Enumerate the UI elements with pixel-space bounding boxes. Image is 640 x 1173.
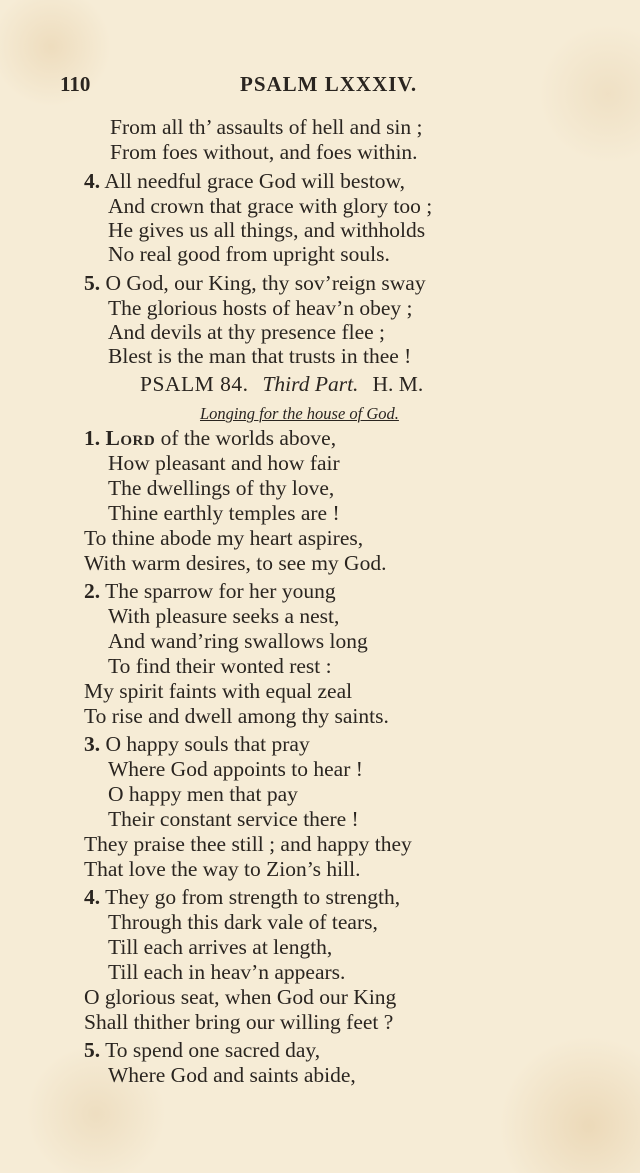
verse-line: With pleasure seeks a nest, bbox=[108, 604, 340, 628]
verse-line: Their constant service there ! bbox=[108, 807, 359, 831]
verse-line: The glorious hosts of heav’n obey ; bbox=[108, 296, 413, 320]
page-number: 110 bbox=[60, 72, 91, 96]
small-caps-word: Lord bbox=[105, 426, 156, 450]
verse-line: That love the way to Zion’s hill. bbox=[84, 857, 361, 881]
verse-text: of the worlds above, bbox=[155, 426, 337, 450]
verse-line: Where God and saints abide, bbox=[108, 1063, 356, 1087]
stanza-number: 3. bbox=[84, 732, 101, 756]
stanza-line bbox=[84, 169, 405, 194]
verse-text: To spend one sacred day, bbox=[105, 1038, 321, 1062]
running-head: PSALM LXXXIV. bbox=[240, 72, 418, 96]
verse-text: O happy souls that pray bbox=[105, 732, 310, 756]
stanza-number: 2. bbox=[84, 579, 101, 603]
verse-text: O God, our King, thy sov’reign sway bbox=[105, 271, 426, 295]
verse-line: To rise and dwell among thy saints. bbox=[84, 704, 389, 728]
verse-line: From foes without, and foes within. bbox=[110, 140, 418, 164]
verse-line: O happy men that pay bbox=[108, 782, 298, 806]
verse-text: They go from strength to strength, bbox=[105, 885, 401, 909]
verse-line: No real good from upright souls. bbox=[108, 242, 390, 266]
verse-line: O glorious seat, when God our King bbox=[84, 985, 397, 1009]
verse-line: He gives us all things, and withholds bbox=[108, 218, 426, 242]
verse-line: Till each arrives at length, bbox=[108, 935, 333, 959]
verse-line: Thine earthly temples are ! bbox=[108, 501, 340, 525]
stanza-line bbox=[84, 885, 400, 910]
verse-line: Shall thither bring our willing feet ? bbox=[84, 1010, 394, 1034]
psalm-meter: H. M. bbox=[372, 372, 424, 396]
verse-line: Through this dark vale of tears, bbox=[108, 910, 378, 934]
stanza-line bbox=[84, 426, 336, 451]
psalm-part: Third Part. bbox=[262, 372, 359, 396]
verse-line: To find their wonted rest : bbox=[108, 654, 332, 678]
psalm-heading bbox=[140, 372, 423, 397]
verse-line: They praise thee still ; and happy they bbox=[84, 832, 412, 856]
verse-line: My spirit faints with equal zeal bbox=[84, 679, 353, 703]
page-header bbox=[60, 72, 550, 102]
verse-line: And wand’ring swallows long bbox=[108, 629, 368, 653]
verse-line: From all th’ assaults of hell and sin ; bbox=[110, 115, 423, 139]
stanza-number: 1. bbox=[84, 426, 101, 450]
stanza-number: 5. bbox=[84, 1038, 101, 1062]
verse-line: And crown that grace with glory too ; bbox=[108, 194, 433, 218]
stanza-line bbox=[84, 1038, 320, 1063]
verse-line: Blest is the man that trusts in thee ! bbox=[108, 344, 412, 368]
stanza-line bbox=[84, 732, 310, 757]
verse-line: Till each in heav’n appears. bbox=[108, 960, 346, 984]
stanza-number: 4. bbox=[84, 885, 101, 909]
verse-text: The sparrow for her young bbox=[105, 579, 336, 603]
verse-line: With warm desires, to see my God. bbox=[84, 551, 387, 575]
verse-text: All needful grace God will bestow, bbox=[104, 169, 406, 193]
verse-line: How pleasant and how fair bbox=[108, 451, 340, 475]
stanza-line bbox=[84, 579, 336, 604]
verse-line: The dwellings of thy love, bbox=[108, 476, 335, 500]
psalm-subtitle: Longing for the house of God. bbox=[200, 404, 399, 423]
stanza-number: 4. bbox=[84, 169, 101, 193]
psalm-title: PSALM 84. bbox=[140, 372, 249, 396]
verse-line: And devils at thy presence flee ; bbox=[108, 320, 386, 344]
verse-line: Where God appoints to hear ! bbox=[108, 757, 363, 781]
stanza-line bbox=[84, 271, 426, 296]
verse-line: To thine abode my heart aspires, bbox=[84, 526, 364, 550]
stanza-number: 5. bbox=[84, 271, 101, 295]
